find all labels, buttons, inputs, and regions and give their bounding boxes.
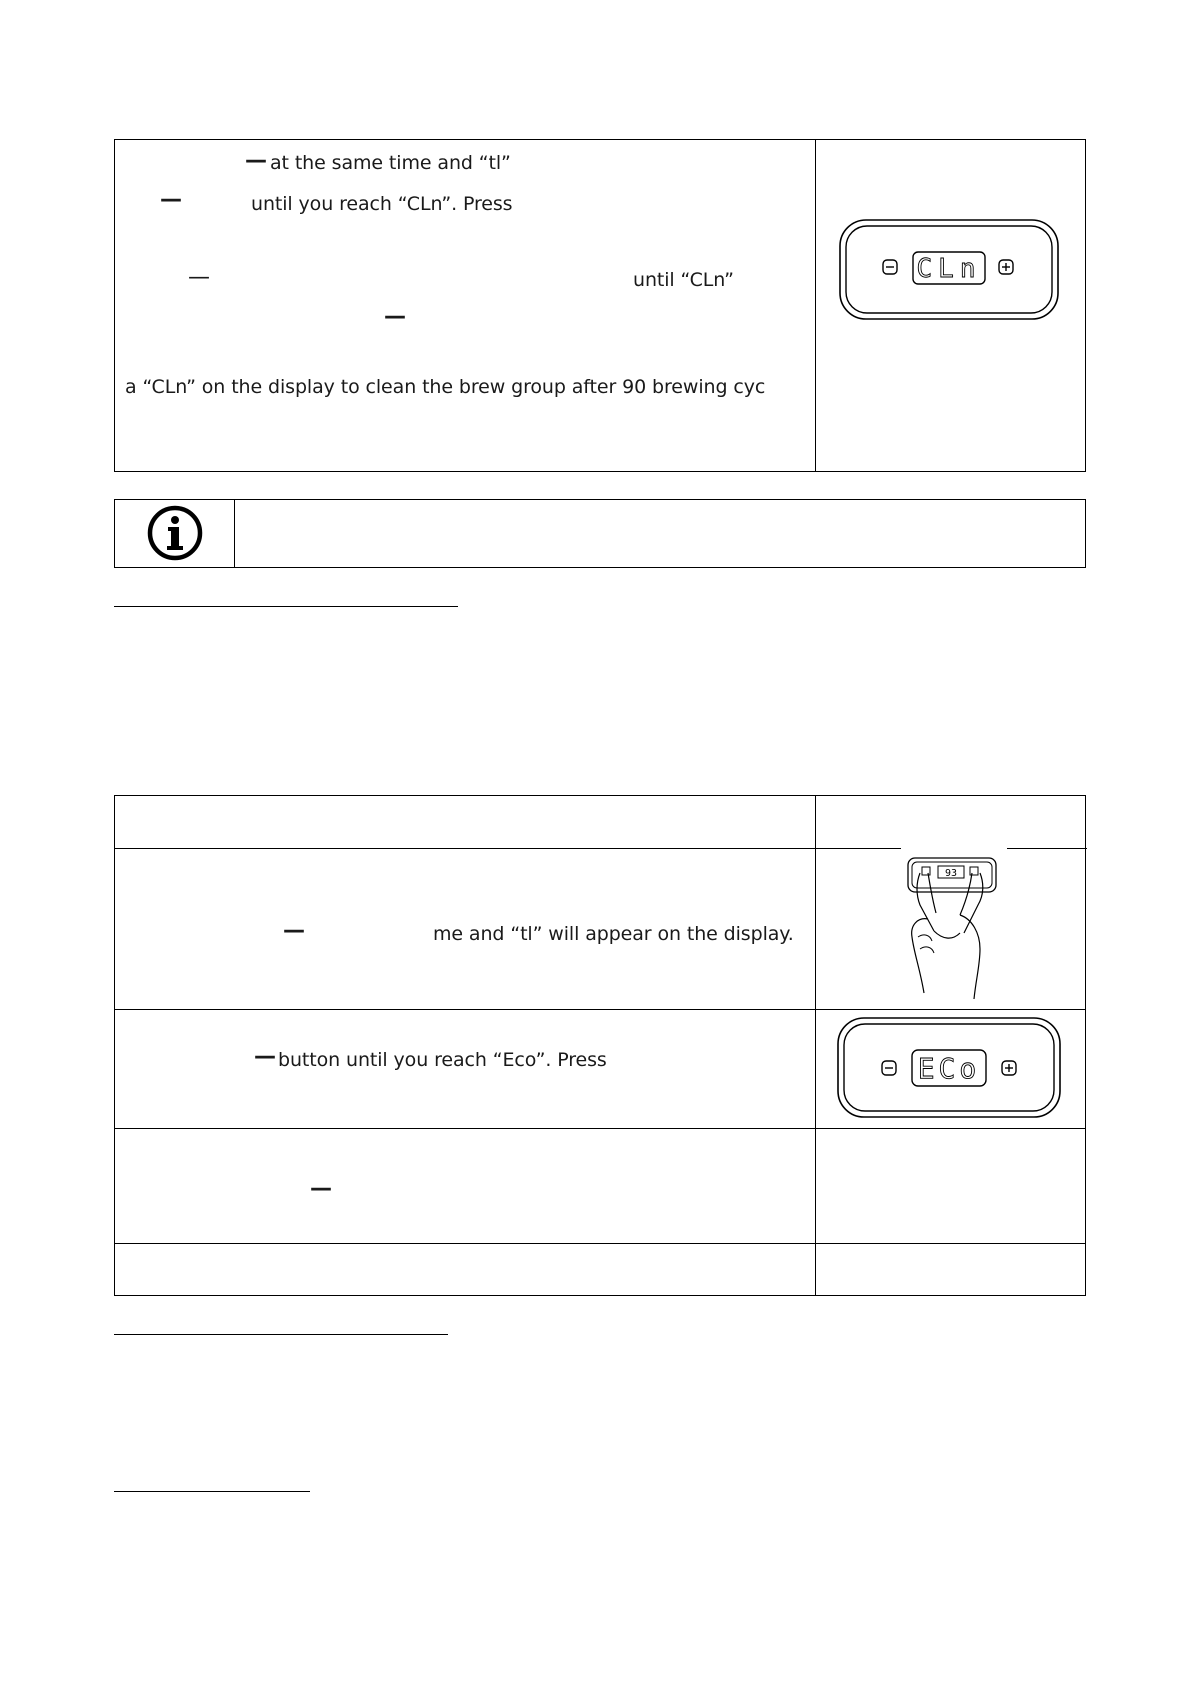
instruction-line-3: until “CLn” (633, 269, 734, 291)
instruction-row-3: button until you reach “Eco”. Press (278, 1049, 607, 1071)
instruction-line-2: until you reach “CLn”. Press (251, 193, 513, 215)
minus-button-icon: — (188, 265, 210, 290)
section-heading-underline (114, 1334, 448, 1335)
section-heading-underline (114, 1491, 310, 1492)
row-divider (115, 1128, 1085, 1129)
row-divider (115, 1009, 1085, 1010)
row-divider (815, 848, 901, 849)
display-text: CLn (916, 254, 982, 284)
display-text: ECo (917, 1052, 981, 1085)
minus-button-icon: — (160, 187, 182, 212)
plus-button-icon (999, 260, 1013, 274)
table-column-divider (815, 796, 816, 1295)
minus-button-icon: — (283, 918, 305, 943)
cln-display-panel (838, 218, 1060, 321)
eco-display-panel (836, 1016, 1062, 1119)
row-divider (115, 848, 815, 849)
minus-button-icon (882, 1061, 896, 1075)
minus-button-icon (883, 260, 897, 274)
display-text: 93 (944, 868, 958, 879)
minus-button-icon: — (254, 1044, 276, 1069)
row-divider (115, 1243, 1085, 1244)
hand-pressing-buttons-illustration (898, 853, 1006, 1003)
plus-button-icon (1002, 1061, 1016, 1075)
info-divider (234, 500, 235, 567)
instruction-line-1: at the same time and “tl” (270, 152, 511, 174)
minus-button-icon: — (384, 304, 406, 329)
info-icon (146, 504, 204, 562)
instruction-row-2: me and “tl” will appear on the display. (433, 923, 794, 945)
section-heading-underline (114, 606, 458, 607)
info-note-box (114, 499, 1086, 568)
instruction-line-5: a “CLn” on the display to clean the brew group after 90 brewing cyc (125, 376, 766, 398)
minus-button-icon: — (310, 1176, 332, 1201)
table-column-divider (815, 140, 816, 471)
minus-button-icon: — (245, 148, 267, 173)
row-divider (1007, 848, 1087, 849)
